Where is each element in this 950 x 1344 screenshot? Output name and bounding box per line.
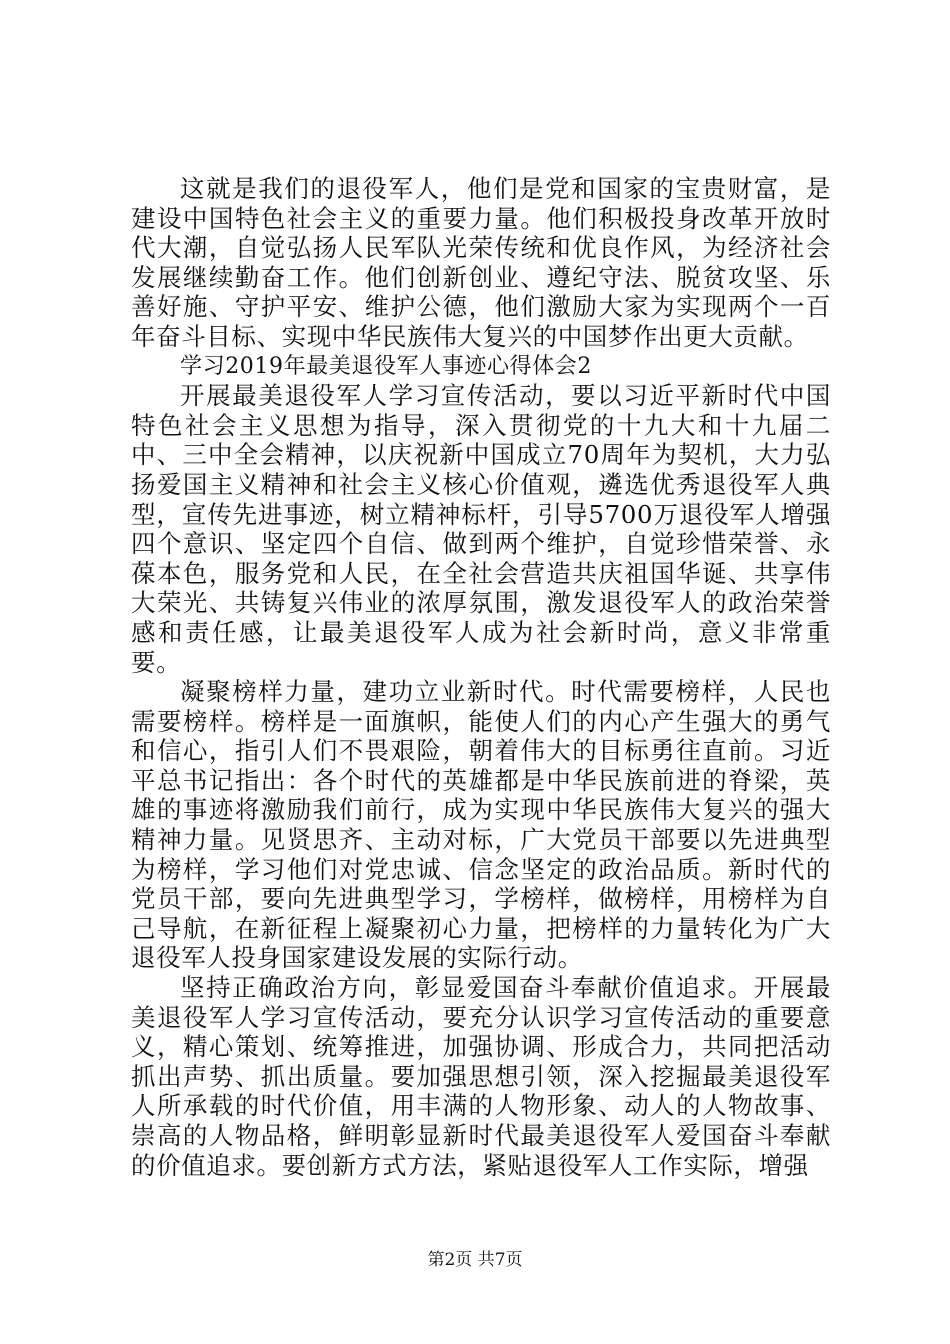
paragraph-intro: 这就是我们的退役军人，他们是党和国家的宝贵财富，是建设中国特色社会主义的重要力量。他们积极投身改革开放时代大潮，自觉弘扬人民军队光荣传统和优良作风，为经济社会发展继续勤奋工作。他们创新创业、遵纪守法、脱贫攻坚、乐善好施、守护平安、维护公德，他们激励大家为实现两个一百年奋斗目标、实现中华民族伟大复兴的中国梦作出更大贡献。 [131,174,831,351]
page-footer: 第2页 共7页 [427,1250,523,1270]
paragraph-role-model: 凝聚榜样力量，建功立业新时代。时代需要榜样，人民也需要榜样。榜样是一面旗帜，能使人们的内心产生强大的勇气和信心，指引人们不畏艰险，朝着伟大的目标勇往直前。习近平总书记指出：各个时代的英雄都是中华民族前进的脊梁，英雄的事迹将激励我们前行，成为实现中华民族伟大复兴的强大精神力量。见贤思齐、主动对标，广大党员干部要以先进典型为榜样，学习他们对党忠诚、信念坚定的政治品质。新时代的党员干部，要向先进典型学习，学榜样，做榜样，用榜样为自己导航，在新征程上凝聚初心力量，把榜样的力量转化为广大退役军人投身国家建设发展的实际行动。 [131,677,831,973]
paragraph-political-direction: 坚持正确政治方向，彰显爱国奋斗奉献价值追求。开展最美退役军人学习宣传活动，要充分认识学习宣传活动的重要意义，精心策划、统筹推进，加强协调、形成合力，共同把活动抓出声势、抓出质量。要加强思想引领，深入挖掘最美退役军人所承载的时代价值，用丰满的人物形象、动人的人物故事、崇高的人物品格，鲜明彰显新时代最美退役军人爱国奋斗奉献的价值追求。要创新方式方法，紧贴退役军人工作实际，增强 [131,973,831,1180]
document-body [131,174,831,1180]
paragraph-activity: 开展最美退役军人学习宣传活动，要以习近平新时代中国特色社会主义思想为指导，深入贯彻党的十九大和十九届二中、三中全会精神，以庆祝新中国成立70周年为契机，大力弘扬爱国主义精神和社会主义核心价值观，遴选优秀退役军人典型，宣传先进事迹，树立精神标杆，引导5700万退役军人增强四个意识、坚定四个自信、做到两个维护，自觉珍惜荣誉、永葆本色，服务党和人民，在全社会营造共庆祖国华诞、共享伟大荣光、共铸复兴伟业的浓厚氛围，激发退役军人的政治荣誉感和责任感，让最美退役军人成为社会新时尚，意义非常重要。 [131,381,831,677]
section-heading: 学习2019年最美退役军人事迹心得体会2 [180,353,592,379]
